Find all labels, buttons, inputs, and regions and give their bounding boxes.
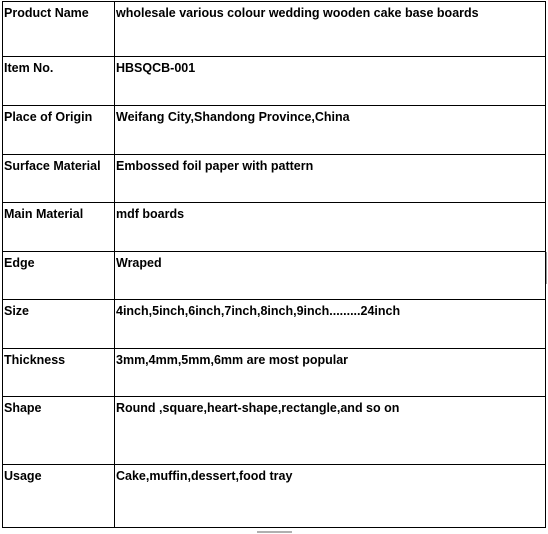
spec-value-item-no: HBSQCB-001 bbox=[115, 57, 546, 106]
spec-value-place-of-origin: Weifang City,Shandong Province,China bbox=[115, 106, 546, 155]
spec-label-item-no: Item No. bbox=[3, 57, 115, 106]
spec-label-size: Size bbox=[3, 300, 115, 349]
spec-value-thickness: 3mm,4mm,5mm,6mm are most popular bbox=[115, 349, 546, 397]
spec-label-edge: Edge bbox=[3, 252, 115, 300]
spec-value-edge: Wraped bbox=[115, 252, 546, 300]
spec-label-surface-material: Surface Material bbox=[3, 155, 115, 203]
spec-row-item-no bbox=[3, 57, 546, 106]
spec-row-usage bbox=[3, 465, 546, 528]
spec-row-size bbox=[3, 300, 546, 349]
spec-row-shape bbox=[3, 397, 546, 465]
bottom-edge-mark bbox=[257, 531, 292, 533]
spec-value-usage: Cake,muffin,dessert,food tray bbox=[115, 465, 546, 528]
spec-row-main-material bbox=[3, 203, 546, 252]
spec-label-usage: Usage bbox=[3, 465, 115, 528]
spec-label-thickness: Thickness bbox=[3, 349, 115, 397]
spec-value-main-material: mdf boards bbox=[115, 203, 546, 252]
spec-row-product-name bbox=[3, 2, 546, 57]
spec-value-shape: Round ,square,heart-shape,rectangle,and so on bbox=[115, 397, 546, 465]
product-spec-table bbox=[2, 1, 546, 528]
spec-value-size: 4inch,5inch,6inch,7inch,8inch,9inch.........24inch bbox=[115, 300, 546, 349]
scroll-edge-mark bbox=[546, 252, 547, 284]
spec-label-product-name: Product Name bbox=[3, 2, 115, 57]
spec-row-edge bbox=[3, 252, 546, 300]
spec-value-product-name: wholesale various colour wedding wooden cake base boards bbox=[115, 2, 546, 57]
spec-value-surface-material: Embossed foil paper with pattern bbox=[115, 155, 546, 203]
spec-label-shape: Shape bbox=[3, 397, 115, 465]
spec-label-main-material: Main Material bbox=[3, 203, 115, 252]
spec-row-place-of-origin bbox=[3, 106, 546, 155]
spec-row-surface-material bbox=[3, 155, 546, 203]
spec-label-place-of-origin: Place of Origin bbox=[3, 106, 115, 155]
spec-row-thickness bbox=[3, 349, 546, 397]
